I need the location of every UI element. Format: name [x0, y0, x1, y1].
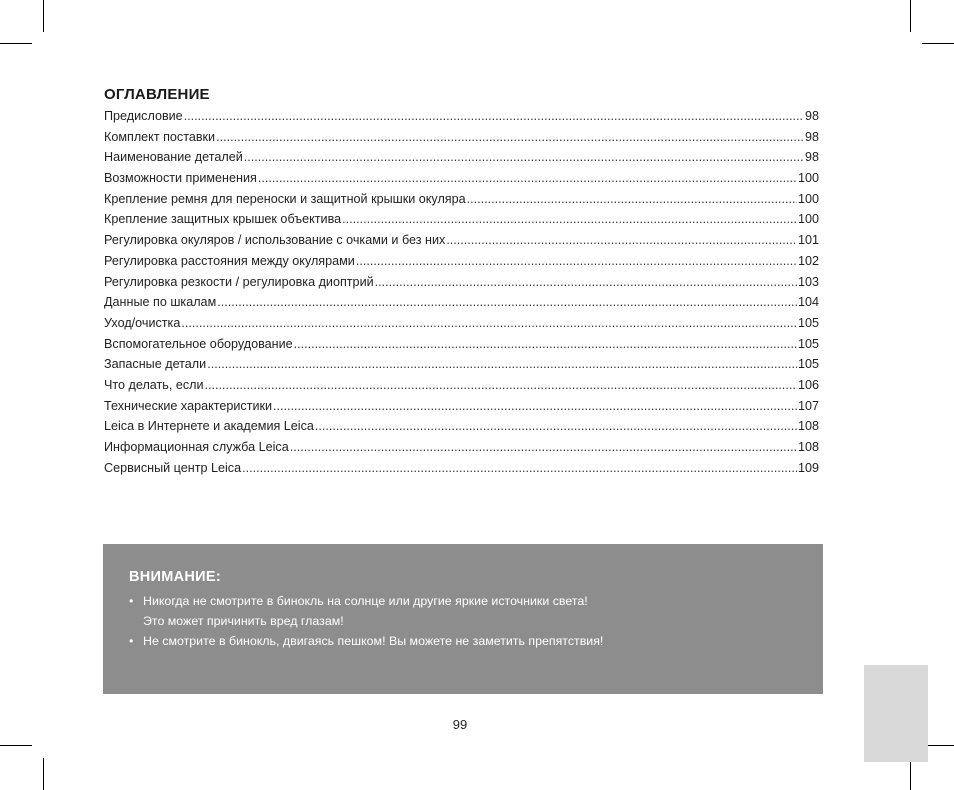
toc-entry-title: Технические характеристики	[104, 398, 273, 413]
toc-entry-page: 100	[797, 212, 819, 227]
toc-leader-dots	[207, 354, 797, 375]
toc-entry-title: Данные по шкалам	[104, 295, 217, 310]
toc-entry-title: Регулировка резкости / регулировка диоптрий	[104, 274, 374, 289]
toc-entry	[104, 168, 819, 189]
toc-entry-title: Запасные детали	[104, 357, 207, 372]
toc-entry-page: 98	[804, 129, 819, 144]
bullet-icon: •	[129, 634, 134, 648]
toc-entry-title: Предисловие	[104, 109, 183, 123]
toc-entry-title: Крепление защитных крышек объектива	[104, 212, 342, 227]
toc-entry	[104, 313, 819, 334]
toc-entry-page: 100	[797, 191, 819, 206]
toc-entry	[104, 437, 819, 458]
table-of-contents	[104, 106, 819, 478]
toc-entry-page: 107	[797, 398, 819, 413]
toc-leader-dots	[242, 458, 797, 479]
warning-text: Никогда не смотрите в бинокль на солнце или другие яркие источники света!	[143, 594, 588, 608]
toc-leader-dots	[258, 168, 797, 189]
toc-entry-page: 104	[797, 295, 819, 310]
toc-entry-title: Сервисный центр Leica	[104, 460, 242, 475]
toc-leader-dots	[375, 272, 797, 293]
toc-entry-title: Возможности применения	[104, 171, 257, 186]
toc-entry-title: Вспомогательное оборудование	[104, 336, 293, 351]
toc-entry	[104, 209, 819, 230]
toc-leader-dots	[315, 416, 797, 437]
toc-entry	[104, 272, 819, 293]
toc-entry-title: Leica в Интернете и академия Leica	[104, 419, 314, 434]
toc-leader-dots	[446, 230, 797, 251]
warning-text: Это может причинить вред глазам!	[143, 614, 344, 628]
toc-leader-dots	[356, 251, 797, 272]
toc-entry-page: 108	[797, 419, 819, 434]
toc-leader-dots	[181, 313, 797, 334]
toc-entry	[104, 396, 819, 417]
toc-entry	[104, 292, 819, 313]
toc-entry	[104, 189, 819, 210]
warning-item	[129, 631, 603, 651]
toc-entry-page: 98	[804, 150, 819, 165]
bullet-icon: •	[129, 594, 134, 608]
toc-entry-page: 102	[797, 253, 819, 268]
toc-entry-page: 98	[804, 109, 819, 123]
toc-leader-dots	[244, 147, 804, 168]
crop-mark	[0, 745, 32, 746]
crop-mark	[910, 758, 911, 790]
toc-entry-title: Крепление ремня для переноски и защитной крышки окуляра	[104, 191, 466, 206]
toc-title: ОГЛАВЛЕНИЕ	[104, 86, 210, 103]
toc-leader-dots	[273, 396, 797, 417]
warning-item	[129, 591, 588, 611]
toc-entry-title: Регулировка расстояния между окулярами	[104, 253, 355, 268]
toc-entry-title: Комплект поставки	[104, 129, 216, 144]
toc-leader-dots	[216, 127, 804, 148]
toc-entry-title: Регулировка окуляров / использование с очками и без них	[104, 233, 446, 248]
toc-entry-title: Информационная служба Leica	[104, 440, 289, 454]
toc-entry	[104, 251, 819, 272]
toc-leader-dots	[184, 106, 804, 127]
warning-title: ВНИМАНИЕ:	[129, 569, 222, 585]
toc-leader-dots	[290, 437, 797, 458]
toc-leader-dots	[467, 189, 797, 210]
toc-entry-page: 109	[797, 460, 819, 475]
toc-entry	[104, 354, 819, 375]
toc-leader-dots	[342, 209, 797, 230]
side-tab	[864, 665, 928, 762]
crop-mark	[922, 43, 954, 44]
toc-leader-dots	[294, 334, 797, 355]
toc-entry-page: 105	[797, 315, 819, 330]
page-number: 99	[452, 717, 468, 732]
toc-entry	[104, 230, 819, 251]
toc-entry-title: Наименование деталей	[104, 150, 243, 165]
toc-leader-dots	[205, 375, 797, 396]
toc-entry-page: 101	[797, 233, 819, 248]
toc-entry	[104, 334, 819, 355]
toc-entry-page: 103	[797, 274, 819, 289]
toc-entry	[104, 458, 819, 479]
crop-mark	[43, 758, 44, 790]
warning-text: Не смотрите в бинокль, двигаясь пешком! Вы можете не заметить препятствия!	[143, 634, 604, 648]
toc-entry-page: 108	[797, 440, 819, 454]
toc-entry	[104, 147, 819, 168]
crop-mark	[43, 0, 44, 32]
toc-entry	[104, 106, 819, 127]
toc-entry	[104, 375, 819, 396]
toc-entry-page: 100	[797, 171, 819, 186]
warning-box	[103, 544, 823, 694]
toc-entry-title: Уход/очистка	[104, 315, 181, 330]
crop-mark	[0, 43, 32, 44]
toc-entry-page: 105	[797, 336, 819, 351]
toc-entry-page: 105	[797, 357, 819, 372]
toc-entry-title: Что делать, если	[104, 377, 204, 392]
toc-entry	[104, 127, 819, 148]
crop-mark	[910, 0, 911, 32]
toc-leader-dots	[217, 292, 797, 313]
toc-entry	[104, 416, 819, 437]
toc-entry-page: 106	[797, 377, 819, 392]
